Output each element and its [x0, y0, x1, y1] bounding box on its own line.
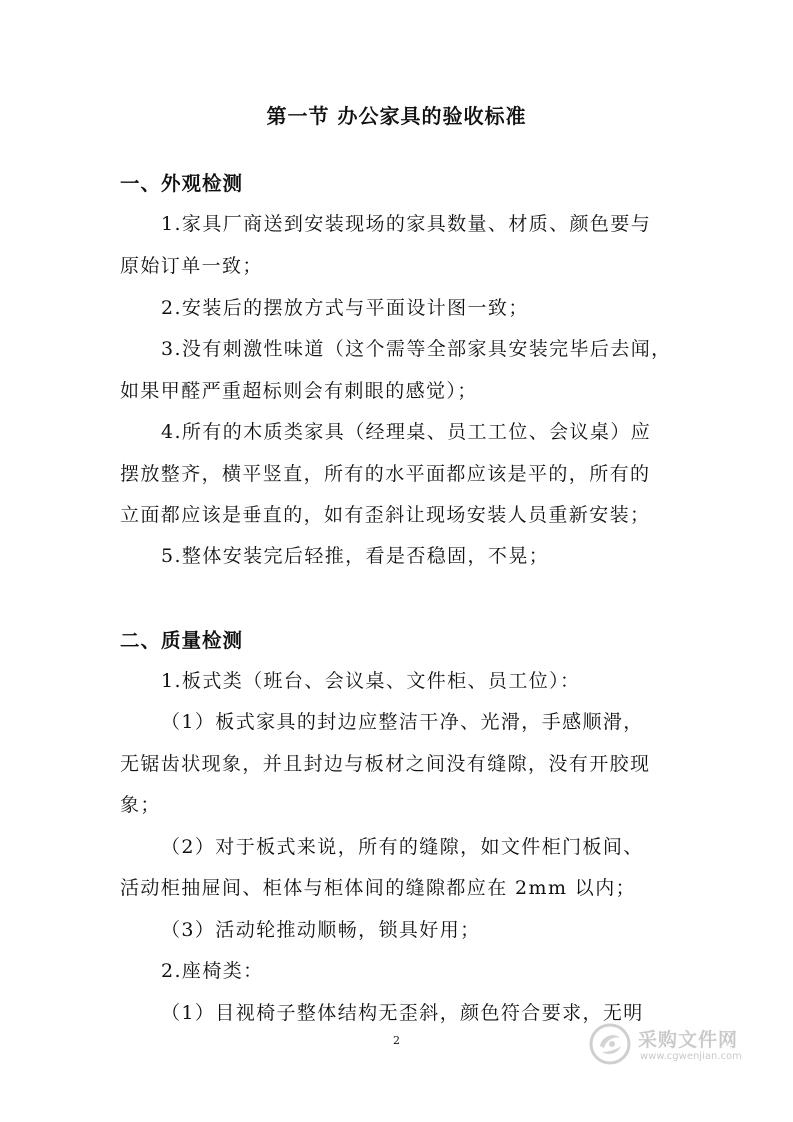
paragraph-line: 1.家具厂商送到安装现场的家具数量、材质、颜色要与 — [161, 213, 652, 235]
watermark-url: www.cgwenjian.com — [640, 1051, 742, 1062]
watermark-logo-icon — [588, 1022, 632, 1066]
paragraph-line: 4.所有的木质类家具（经理桌、员工工位、会议桌）应 — [161, 421, 652, 443]
paragraph-line: 无锯齿状现象，并且封边与板材之间没有缝隙，没有开胶现 — [120, 753, 651, 775]
section-heading-quality: 二、质量检测 — [120, 629, 244, 652]
watermark-name: 采购文件网 — [638, 1029, 739, 1051]
paragraph-line: （2）对于板式来说，所有的缝隙，如文件柜门板间、 — [161, 836, 644, 858]
paragraph-line: （3）活动轮推动顺畅，锁具好用； — [161, 919, 481, 941]
paragraph-line: 原始订单一致； — [120, 255, 263, 277]
page-title: 第一节 办公家具的验收标准 — [266, 104, 527, 128]
section-heading-appearance: 一、外观检测 — [120, 172, 244, 195]
paragraph-line: 如果甲醛严重超标则会有刺眼的感觉）； — [120, 380, 478, 402]
paragraph-line: （1）板式家具的封边应整洁干净、光滑，手感顺滑， — [161, 711, 644, 733]
paragraph-line: 立面都应该是垂直的，如有歪斜让现场安装人员重新安装； — [120, 504, 651, 526]
paragraph-line: 活动柜抽屉间、柜体与柜体间的缝隙都应在 2mm 以内； — [120, 877, 637, 899]
paragraph-line: 1.板式类（班台、会议桌、文件柜、员工位）： — [161, 670, 581, 692]
paragraph-line: 2.安装后的摆放方式与平面设计图一致； — [161, 297, 529, 319]
paragraph-line: 摆放整齐，横平竖直，所有的水平面都应该是平的，所有的 — [120, 463, 651, 485]
paragraph-line: 象； — [120, 794, 161, 816]
paragraph-line: 5.整体安装完后轻推，看是否稳固，不晃； — [161, 545, 550, 567]
paragraph-line: （1）目视椅子整体结构无歪斜，颜色符合要求，无明 — [161, 1002, 644, 1024]
page-number: 2 — [393, 1034, 400, 1047]
paragraph-line: 3.没有刺激性味道（这个需等全部家具安装完毕后去闻， — [161, 338, 672, 360]
watermark — [588, 1022, 768, 1072]
paragraph-line: 2.座椅类： — [161, 960, 264, 982]
